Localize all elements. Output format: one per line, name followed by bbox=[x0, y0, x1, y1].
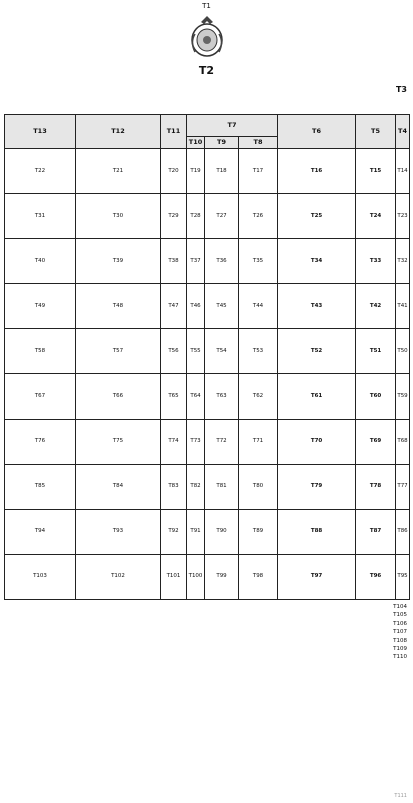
cell-field: T53 bbox=[239, 329, 278, 374]
table-row bbox=[5, 419, 410, 464]
table-row bbox=[5, 554, 410, 599]
cell-serial: T86 bbox=[396, 509, 410, 554]
table-row bbox=[5, 329, 410, 374]
col-header-description: T6 bbox=[278, 115, 356, 149]
table-row bbox=[5, 284, 410, 329]
cell-specialty: T27 bbox=[205, 194, 239, 239]
cell-serial: T59 bbox=[396, 374, 410, 419]
col-header-classification: T7 bbox=[187, 115, 278, 137]
cell-tender-no: T24 bbox=[356, 194, 396, 239]
watermark-text: T111 bbox=[394, 793, 407, 799]
cell-sale-days: T66 bbox=[76, 374, 161, 419]
cell-specialty: T63 bbox=[205, 374, 239, 419]
cell-copy-price: T83 bbox=[161, 464, 187, 509]
cell-description: T79 bbox=[278, 464, 356, 509]
cell-field: T98 bbox=[239, 554, 278, 599]
cell-specialty: T72 bbox=[205, 419, 239, 464]
cell-specialty: T81 bbox=[205, 464, 239, 509]
armed-forces-emblem-icon bbox=[187, 14, 227, 60]
cell-category: T19 bbox=[187, 149, 205, 194]
cell-specialty: T90 bbox=[205, 509, 239, 554]
note-item: T108 bbox=[393, 637, 407, 644]
cell-tender-no: T51 bbox=[356, 329, 396, 374]
table-row bbox=[5, 149, 410, 194]
cell-sale-days: T39 bbox=[76, 239, 161, 284]
cell-serial: T77 bbox=[396, 464, 410, 509]
cell-copy-price: T56 bbox=[161, 329, 187, 374]
table-row bbox=[5, 464, 410, 509]
col-header-submission-date: T13 bbox=[5, 115, 76, 149]
cell-sale-days: T57 bbox=[76, 329, 161, 374]
cell-category: T73 bbox=[187, 419, 205, 464]
cell-copy-price: T29 bbox=[161, 194, 187, 239]
cell-description: T43 bbox=[278, 284, 356, 329]
cell-description: T97 bbox=[278, 554, 356, 599]
cell-category: T37 bbox=[187, 239, 205, 284]
cell-description: T88 bbox=[278, 509, 356, 554]
note-item: T106 bbox=[393, 620, 407, 627]
cell-copy-price: T38 bbox=[161, 239, 187, 284]
cell-tender-no: T78 bbox=[356, 464, 396, 509]
cell-serial: T50 bbox=[396, 329, 410, 374]
note-item: T104 bbox=[393, 604, 407, 610]
announcement-title: T2 bbox=[198, 64, 215, 77]
cell-description: T25 bbox=[278, 194, 356, 239]
cell-tender-no: T87 bbox=[356, 509, 396, 554]
bismillah-text: T1 bbox=[202, 2, 211, 10]
cell-submission-date: T103 bbox=[5, 554, 76, 599]
cell-description: T16 bbox=[278, 149, 356, 194]
cell-specialty: T99 bbox=[205, 554, 239, 599]
cell-submission-date: T76 bbox=[5, 419, 76, 464]
col-header-field: T8 bbox=[239, 137, 278, 149]
cell-serial: T95 bbox=[396, 554, 410, 599]
table-row bbox=[5, 374, 410, 419]
cell-tender-no: T96 bbox=[356, 554, 396, 599]
note-item: T107 bbox=[393, 629, 407, 636]
cell-submission-date: T40 bbox=[5, 239, 76, 284]
cell-copy-price: T20 bbox=[161, 149, 187, 194]
cell-field: T89 bbox=[239, 509, 278, 554]
cell-category: T64 bbox=[187, 374, 205, 419]
cell-field: T71 bbox=[239, 419, 278, 464]
cell-serial: T14 bbox=[396, 149, 410, 194]
cell-specialty: T18 bbox=[205, 149, 239, 194]
cell-tender-no: T60 bbox=[356, 374, 396, 419]
cell-tender-no: T42 bbox=[356, 284, 396, 329]
cell-specialty: T45 bbox=[205, 284, 239, 329]
cell-serial: T23 bbox=[396, 194, 410, 239]
cell-category: T46 bbox=[187, 284, 205, 329]
cell-category: T55 bbox=[187, 329, 205, 374]
cell-specialty: T54 bbox=[205, 329, 239, 374]
cell-tender-no: T69 bbox=[356, 419, 396, 464]
col-header-tender-no: T5 bbox=[356, 115, 396, 149]
cell-submission-date: T58 bbox=[5, 329, 76, 374]
cell-copy-price: T92 bbox=[161, 509, 187, 554]
cell-sale-days: T93 bbox=[76, 509, 161, 554]
tenders-table bbox=[4, 114, 410, 600]
cell-serial: T68 bbox=[396, 419, 410, 464]
cell-category: T91 bbox=[187, 509, 205, 554]
cell-category: T100 bbox=[187, 554, 205, 599]
cell-field: T62 bbox=[239, 374, 278, 419]
cell-sale-days: T84 bbox=[76, 464, 161, 509]
cell-sale-days: T48 bbox=[76, 284, 161, 329]
col-header-specialty: T9 bbox=[205, 137, 239, 149]
tender-announcement-page bbox=[4, 2, 409, 801]
cell-submission-date: T31 bbox=[5, 194, 76, 239]
note-item: T110 bbox=[393, 654, 407, 661]
cell-description: T61 bbox=[278, 374, 356, 419]
cell-copy-price: T74 bbox=[161, 419, 187, 464]
cell-sale-days: T75 bbox=[76, 419, 161, 464]
col-header-serial: T4 bbox=[396, 115, 410, 149]
cell-description: T70 bbox=[278, 419, 356, 464]
cell-category: T82 bbox=[187, 464, 205, 509]
cell-field: T80 bbox=[239, 464, 278, 509]
cell-description: T52 bbox=[278, 329, 356, 374]
cell-tender-no: T33 bbox=[356, 239, 396, 284]
cell-submission-date: T67 bbox=[5, 374, 76, 419]
cell-copy-price: T47 bbox=[161, 284, 187, 329]
cell-submission-date: T85 bbox=[5, 464, 76, 509]
cell-tender-no: T15 bbox=[356, 149, 396, 194]
note-item: T105 bbox=[393, 612, 407, 619]
cell-description: T34 bbox=[278, 239, 356, 284]
cell-field: T17 bbox=[239, 149, 278, 194]
col-header-category: T10 bbox=[187, 137, 205, 149]
cell-sale-days: T21 bbox=[76, 149, 161, 194]
terms-and-notes bbox=[6, 603, 407, 793]
cell-submission-date: T22 bbox=[5, 149, 76, 194]
table-row bbox=[5, 509, 410, 554]
cell-field: T35 bbox=[239, 239, 278, 284]
table-row bbox=[5, 239, 410, 284]
cell-serial: T41 bbox=[396, 284, 410, 329]
announcement-intro: T3 bbox=[395, 85, 407, 94]
cell-copy-price: T65 bbox=[161, 374, 187, 419]
col-header-sale-days: T12 bbox=[76, 115, 161, 149]
cell-serial: T32 bbox=[396, 239, 410, 284]
cell-field: T44 bbox=[239, 284, 278, 329]
cell-submission-date: T49 bbox=[5, 284, 76, 329]
cell-submission-date: T94 bbox=[5, 509, 76, 554]
cell-sale-days: T30 bbox=[76, 194, 161, 239]
cell-field: T26 bbox=[239, 194, 278, 239]
cell-sale-days: T102 bbox=[76, 554, 161, 599]
cell-copy-price: T101 bbox=[161, 554, 187, 599]
note-item: T109 bbox=[393, 646, 407, 653]
table-row bbox=[5, 194, 410, 239]
cell-category: T28 bbox=[187, 194, 205, 239]
col-header-copy-price: T11 bbox=[161, 115, 187, 149]
cell-specialty: T36 bbox=[205, 239, 239, 284]
